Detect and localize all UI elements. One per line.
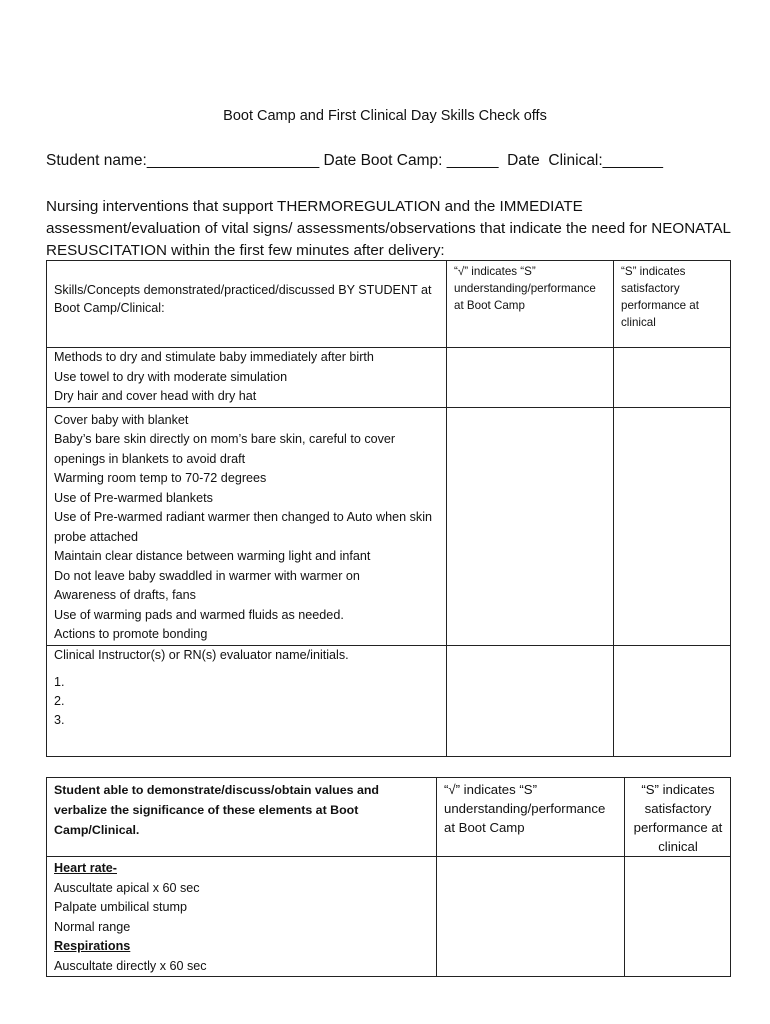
clinical-sat-cell[interactable] [625,857,731,977]
list-item: Awareness of drafts, fans [54,588,196,602]
student-info-line: Student name:____________________ Date Boot Camp: ______ Date Clinical:_______ [46,152,664,169]
skill-group-1 [47,348,447,408]
heart-rate-heading: Heart rate- [54,861,117,875]
vital-signs-cell [47,857,437,977]
list-item: Palpate umbilical stump [54,900,187,914]
list-item: Use of Pre-warmed radiant warmer then changed to Auto when skin probe attached [54,510,433,544]
bootcamp-check-cell[interactable] [437,857,625,977]
table-row [47,407,731,645]
list-item: Actions to promote bonding [54,627,208,641]
bootcamp-check-cell[interactable] [447,348,614,408]
list-item: Use of warming pads and warmed fluids as needed. [54,607,344,622]
header-bootcamp-check: “√” indicates “S” understanding/performance at Boot Camp [437,778,625,857]
evaluator-line[interactable]: 1. [54,675,65,689]
list-item: Use towel to dry with moderate simulation [54,369,288,384]
skill-group-2 [47,407,447,645]
bootcamp-check-cell[interactable] [447,645,614,756]
vital-signs-table [46,777,731,977]
list-item: Normal range [54,919,131,934]
list-item: Maintain clear distance between warming light and infant [54,549,371,563]
clinical-sat-cell[interactable] [614,407,731,645]
table-row [47,857,731,977]
list-item: Do not leave baby swaddled in warmer with warmer on [54,568,360,583]
clinical-sat-cell[interactable] [614,348,731,408]
table-row [47,645,731,756]
clinical-sat-cell[interactable] [614,645,731,756]
header-clinical-sat: “S” indicates satisfactory performance at clinical [614,261,731,348]
header-bootcamp-check: “√” indicates “S” understanding/performance at Boot Camp [447,261,614,348]
list-item: Warming room temp to 70-72 degrees [54,471,267,485]
list-item: Baby’s bare skin directly on mom’s bare skin, careful to cover openings in blankets to avoid draft [54,432,396,466]
list-item: Methods to dry and stimulate baby immediately after birth [54,350,374,364]
header-clinical-sat: “S” indicates satisfactory performance at clinical [625,778,731,857]
header-skills: Skills/Concepts demonstrated/practiced/discussed BY STUDENT at Boot Camp/Clinical: [47,261,447,348]
thermoregulation-table [46,260,731,757]
table-header-row [47,261,731,348]
list-item: Use of Pre-warmed blankets [54,490,213,505]
bootcamp-check-cell[interactable] [447,407,614,645]
list-item: Auscultate directly x 60 sec [54,958,207,973]
evaluator-cell [47,645,447,756]
table-header-row [47,778,731,857]
list-item: Cover baby with blanket [54,412,189,427]
respirations-heading: Respirations [54,939,131,953]
list-item: Dry hair and cover head with dry hat [54,389,257,403]
intro-paragraph: Nursing interventions that support THERMOREGULATION and the IMMEDIATE assessment/evaluation of vital signs/ assessments/observations that indicate the need for NEONATAL RESUSCITATION within the first few minutes after delivery: [46,198,731,259]
page-title: Boot Camp and First Clinical Day Skills Check offs [223,108,547,124]
header-skills: Student able to demonstrate/discuss/obtain values and verbalize the significance of these elements at Boot Camp/Clinical. [47,778,437,857]
table-row [47,348,731,408]
evaluator-label: Clinical Instructor(s) or RN(s) evaluator name/initials. [54,647,349,662]
evaluator-line[interactable]: 3. [54,713,65,727]
list-item: Auscultate apical x 60 sec [54,880,200,895]
evaluator-line[interactable]: 2. [54,694,65,708]
